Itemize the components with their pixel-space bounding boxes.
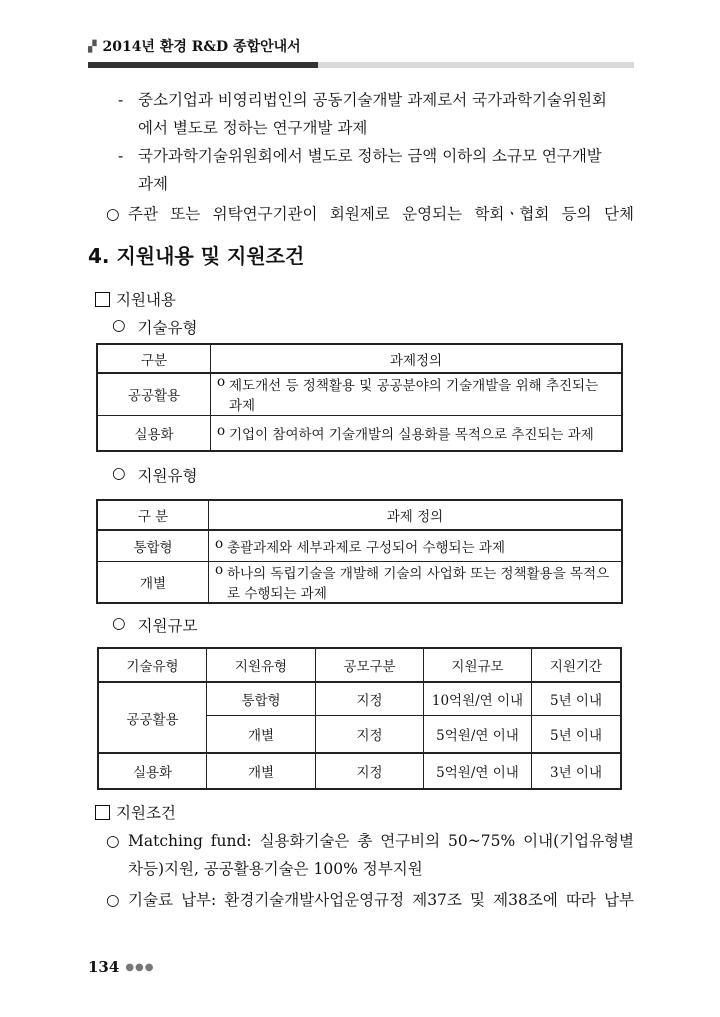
circle-bullet: ○ <box>112 614 126 632</box>
conditions-heading <box>95 801 176 823</box>
conditions-item-1-line-2: 차등)지원, 공공활용기술은 100% 정부지원 <box>128 860 423 878</box>
table-cell-support-type: 통합형 <box>207 682 316 715</box>
conditions-item-2 <box>88 886 634 914</box>
intro-dash-1-line-1: 중소기업과 비영리법인의 공동기술개발 과제로서 국가과학기술위원회 <box>138 91 607 109</box>
small-o-bullet: o <box>217 422 226 439</box>
circle-bullet: ○ <box>112 316 126 334</box>
table-row <box>97 415 622 451</box>
table-header-cell: 구분 <box>97 344 211 373</box>
dash-bullet: - <box>118 91 124 109</box>
table-cell-period: 5년 이내 <box>532 715 622 753</box>
dash-bullet: - <box>118 147 124 165</box>
table-cell-contest: 지정 <box>316 715 424 753</box>
small-o-bullet: o <box>217 374 226 391</box>
intro-text <box>88 86 634 228</box>
support-type-table <box>96 499 623 604</box>
table-header-cell: 지원규모 <box>424 648 532 682</box>
table-cell-tech-type: 공공활용 <box>98 682 207 753</box>
support-content-label: 지원내용 <box>116 291 176 309</box>
definition-text: 기업이 참여하여 기술개발의 실용화를 목적으로 추진되는 과제 <box>229 426 594 443</box>
table-cell-definition <box>211 373 623 415</box>
table-cell-support-type: 개별 <box>207 753 316 789</box>
definition-text: 하나의 독립기술을 개발해 기술의 사업화 또는 정책활용을 목적으로 수행되는 과제 <box>227 565 610 602</box>
table-row <box>97 561 622 603</box>
circle-bullet: ○ <box>112 464 126 482</box>
conditions-label: 지원조건 <box>116 804 176 822</box>
support-type-label: 지원유형 <box>137 467 198 485</box>
circle-bullet: ○ <box>106 891 120 909</box>
table-header-row <box>97 500 622 530</box>
definition-text: 총괄과제와 세부과제로 구성되어 수행되는 과제 <box>227 539 505 556</box>
table-row <box>98 753 621 789</box>
table-cell-scale: 5억원/연 이내 <box>424 753 532 789</box>
table-header-cell: 지원기간 <box>532 648 622 682</box>
small-o-bullet: o <box>215 535 224 552</box>
support-type-heading <box>112 464 197 486</box>
table-cell-name: 개별 <box>97 561 209 603</box>
table-cell-scale: 5억원/연 이내 <box>424 715 532 753</box>
support-scale-table <box>97 647 622 790</box>
page-dots-icon: ●●● <box>125 961 155 973</box>
table-cell-definition <box>211 415 623 451</box>
checkbox-square-icon <box>95 292 110 307</box>
checkbox-square-icon <box>95 805 110 820</box>
intro-circle-item <box>88 200 634 228</box>
header-rule-dark <box>88 62 318 68</box>
table-cell-period: 5년 이내 <box>532 682 622 715</box>
table-cell-contest: 지정 <box>316 753 424 789</box>
header-rule <box>88 62 634 68</box>
tech-type-table <box>96 343 623 452</box>
support-scale-label: 지원규모 <box>137 617 198 635</box>
table-cell-period: 3년 이내 <box>532 753 622 789</box>
table-header-cell: 과제 정의 <box>209 500 623 530</box>
definition-text: 제도개선 등 정책활용 및 공공분야의 기술개발을 위해 추진되는 과제 <box>229 378 599 415</box>
table-header-cell: 기술유형 <box>98 648 207 682</box>
table-row <box>97 530 622 561</box>
table-cell-name: 공공활용 <box>97 373 211 415</box>
support-scale-heading <box>112 614 197 636</box>
header-title-row <box>88 36 634 56</box>
table-header-row <box>97 344 622 373</box>
tech-type-heading <box>112 316 197 338</box>
circle-bullet: ○ <box>106 205 120 223</box>
table-cell-name: 통합형 <box>97 530 209 561</box>
table-header-cell: 공모구분 <box>316 648 424 682</box>
table-cell-tech-type: 실용화 <box>98 753 207 789</box>
table-cell-support-type: 개별 <box>207 715 316 753</box>
intro-dash-2-line-2: 과제 <box>138 175 168 193</box>
intro-dash-1-line-2: 에서 별도로 정하는 연구개발 과제 <box>138 119 368 137</box>
conditions-item-1-line-1: Matching fund: 실용화기술은 총 연구비의 50~75% 이내(기업유형별 <box>128 832 634 850</box>
table-header-cell: 지원유형 <box>207 648 316 682</box>
intro-dash-item-2 <box>88 142 634 198</box>
page-footer <box>88 958 155 976</box>
intro-dash-2-line-1: 국가과학기술위원회에서 별도로 정하는 금액 이하의 소규모 연구개발 <box>138 147 602 165</box>
circle-bullet: ○ <box>106 832 120 850</box>
tech-type-label: 기술유형 <box>137 319 198 337</box>
table-row <box>98 682 621 715</box>
conditions-text <box>88 827 634 914</box>
header-rule-light <box>318 62 634 68</box>
support-content-heading <box>95 288 176 310</box>
page-header <box>88 36 634 68</box>
table-cell-contest: 지정 <box>316 682 424 715</box>
section-title: 4. 지원내용 및 지원조건 <box>88 244 305 268</box>
table-cell-definition <box>209 561 623 603</box>
table-header-cell: 과제정의 <box>211 344 623 373</box>
table-cell-definition <box>209 530 623 561</box>
header-mark-icon: ▞ <box>88 39 97 53</box>
table-row <box>97 373 622 415</box>
table-header-row <box>98 648 621 682</box>
table-header-cell: 구 분 <box>97 500 209 530</box>
small-o-bullet: o <box>215 561 224 578</box>
intro-dash-item-1 <box>88 86 634 142</box>
conditions-item-2-text: 기술료 납부: 환경기술개발사업운영규정 제37조 및 제38조에 따라 납부 <box>128 891 634 909</box>
table-cell-name: 실용화 <box>97 415 211 451</box>
conditions-item-1 <box>88 827 634 883</box>
intro-circle-text: 주관 또는 위탁연구기관이 회원제로 운영되는 학회ㆍ협회 등의 단체 <box>128 205 634 223</box>
table-cell-scale: 10억원/연 이내 <box>424 682 532 715</box>
page-number: 134 <box>88 958 120 976</box>
header-title: 2014년 환경 R&D 종합안내서 <box>102 39 301 55</box>
